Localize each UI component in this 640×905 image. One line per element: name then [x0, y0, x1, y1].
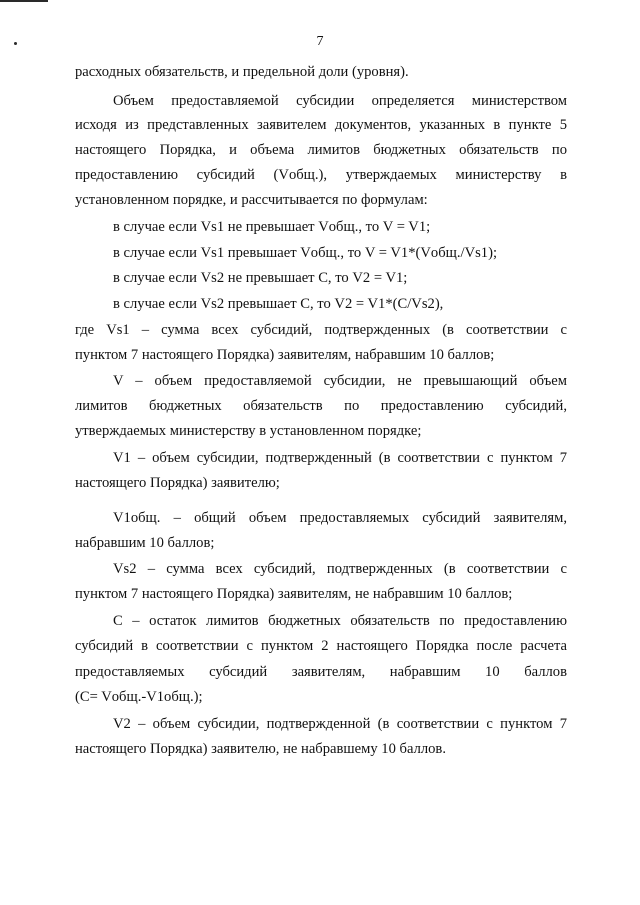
- formula-line: в случае если Vs2 превышает C, то V2 = V1*(C/Vs2),: [113, 296, 444, 312]
- paragraph-line: исходя из представленных заявителем документов, указанных в пункте 5: [75, 117, 567, 133]
- formula-line: в случае если Vs1 превышает Vобщ., то V = V1*(Vобщ./Vs1);: [113, 245, 497, 261]
- text-line: расходных обязательств, и предельной доли (уровня).: [75, 64, 409, 80]
- definition-line: где Vs1 – сумма всех субсидий, подтвержденных (в соответствии с: [75, 322, 567, 338]
- scan-edge-mark: [0, 0, 48, 2]
- definition-line: (C= Vобщ.-V1общ.);: [75, 689, 203, 705]
- formula-line: в случае если Vs1 не превышает Vобщ., то V = V1;: [113, 219, 431, 235]
- paragraph-line: установленном порядке, и рассчитывается по формулам:: [75, 192, 428, 208]
- definition-line: лимитов бюджетных обязательств по предоставлению субсидий,: [75, 398, 567, 414]
- definition-line: субсидий в соответствии с пунктом 2 настоящего Порядка после расчета: [75, 638, 567, 654]
- formula-line: в случае если Vs2 не превышает C, то V2 = V1;: [113, 270, 408, 286]
- paragraph-line: предоставлению субсидий (Vобщ.), утверждаемых министерству в: [75, 167, 567, 183]
- page-number: 7: [316, 34, 324, 49]
- definition-line: V – объем предоставляемой субсидии, не превышающий объем: [113, 373, 567, 389]
- definition-line: V1 – объем субсидии, подтвержденный (в соответствии с пунктом 7: [113, 450, 567, 466]
- paragraph-line: Объем предоставляемой субсидии определяется министерством: [113, 93, 567, 109]
- definition-line: пунктом 7 настоящего Порядка) заявителям, не набравшим 10 баллов;: [75, 586, 513, 602]
- definition-line: V1общ. – общий объем предоставляемых субсидий заявителям,: [113, 510, 567, 526]
- definition-line: V2 – объем субсидии, подтвержденной (в соответствии с пунктом 7: [113, 716, 567, 732]
- definition-line: C – остаток лимитов бюджетных обязательств по предоставлению: [113, 613, 567, 629]
- definition-line: пунктом 7 настоящего Порядка) заявителям, набравшим 10 баллов;: [75, 347, 495, 363]
- definition-line: настоящего Порядка) заявителю, не набравшему 10 баллов.: [75, 741, 446, 757]
- definition-line: предоставляемых субсидий заявителям, набравшим 10 баллов: [75, 664, 567, 680]
- definition-line: Vs2 – сумма всех субсидий, подтвержденных (в соответствии с: [113, 561, 567, 577]
- definition-line: настоящего Порядка) заявителю;: [75, 475, 280, 491]
- definition-line: набравшим 10 баллов;: [75, 535, 215, 551]
- paragraph-line: настоящего Порядка, и объема лимитов бюджетных обязательств по: [75, 142, 567, 158]
- definition-line: утверждаемых министерству в установленном порядке;: [75, 423, 422, 439]
